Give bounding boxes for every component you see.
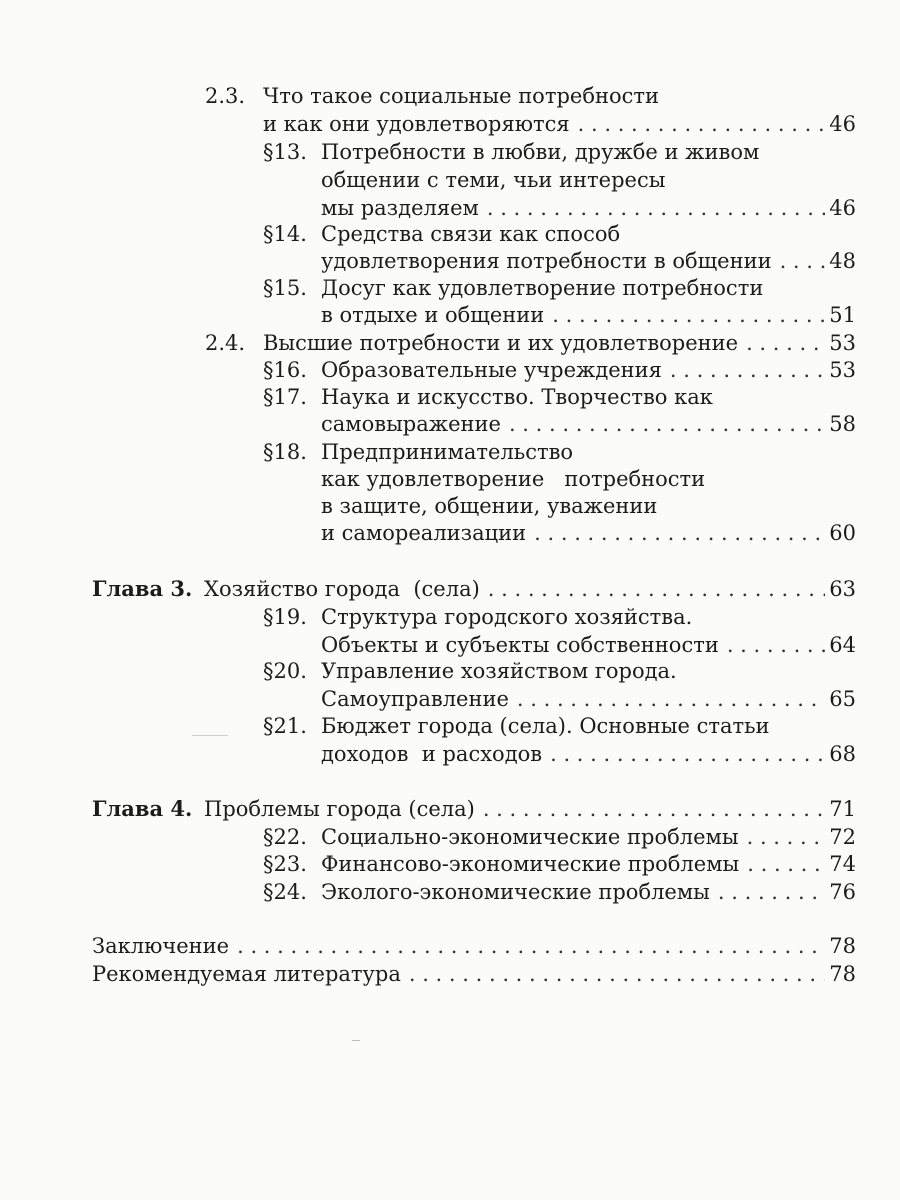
toc-entry-14-cont[interactable] — [321, 247, 856, 275]
paragraph-number: §22. — [263, 825, 307, 849]
toc-entry-13-cont[interactable] — [321, 194, 856, 222]
toc-entry-23[interactable] — [263, 850, 856, 878]
page-number: 51 — [829, 303, 856, 327]
page-number: 71 — [829, 797, 856, 821]
toc-entry-15-cont[interactable] — [321, 301, 856, 329]
page-number: 74 — [829, 852, 856, 876]
paragraph-number: §17. — [263, 385, 307, 409]
toc-entry-13[interactable] — [263, 138, 856, 166]
toc-entry-18-cont — [321, 492, 856, 520]
page-number: 78 — [829, 934, 856, 958]
toc-entry-19[interactable] — [263, 603, 856, 631]
toc-entry-22[interactable] — [263, 823, 856, 851]
page-number: 65 — [829, 687, 856, 711]
paragraph-number: §21. — [263, 714, 307, 738]
leader-dots — [237, 932, 825, 960]
entry-title: в защите, общении, уважении — [321, 494, 658, 518]
entry-title: в отдыхе и общении — [321, 303, 545, 327]
entry-title: как удовлетворение потребности — [321, 467, 706, 491]
leader-dots — [517, 685, 825, 713]
entry-title: Бюджет города (села). Основные статьи — [321, 714, 770, 738]
toc-entry-2-3[interactable] — [205, 82, 856, 110]
entry-title: Финансово-экономические проблемы — [321, 852, 740, 876]
toc-entry-2-3-cont[interactable] — [263, 110, 856, 138]
page-number: 72 — [829, 825, 856, 849]
toc-entry-21[interactable] — [263, 712, 856, 740]
leader-dots — [509, 410, 825, 438]
entry-title: Управление хозяйством города. — [321, 659, 677, 683]
entry-title: доходов и расходов — [321, 742, 543, 766]
entry-title: Предпринимательство — [321, 440, 574, 464]
scan-mark — [192, 735, 228, 736]
entry-title: мы разделяем — [321, 196, 479, 220]
page-number: 58 — [829, 412, 856, 436]
leader-dots — [670, 356, 825, 384]
toc-entry-18[interactable] — [263, 438, 856, 466]
page-number: 60 — [829, 521, 856, 545]
entry-title: Что такое социальные потребности — [263, 84, 659, 108]
paragraph-number: §24. — [263, 880, 307, 904]
page-number: 53 — [829, 331, 856, 355]
page-number: 64 — [829, 633, 856, 657]
toc-chapter-4[interactable] — [92, 795, 856, 823]
entry-title: Образовательные учреждения — [321, 358, 662, 382]
page-number: 46 — [829, 196, 856, 220]
entry-title: Эколого-экономические проблемы — [321, 880, 710, 904]
paragraph-number: §20. — [263, 659, 307, 683]
leader-dots — [552, 301, 825, 329]
leader-dots — [409, 960, 825, 988]
toc-chapter-3[interactable] — [92, 575, 856, 603]
entry-title: и самореализации — [321, 521, 527, 545]
entry-title: самовыражение — [321, 412, 501, 436]
page-number: 53 — [829, 358, 856, 382]
leader-dots — [487, 194, 825, 222]
toc-entry-20-cont[interactable] — [321, 685, 856, 713]
entry-title: Наука и искусство. Творчество как — [321, 385, 713, 409]
leader-dots — [718, 878, 825, 906]
toc-entry-18-cont[interactable] — [321, 519, 856, 547]
toc-entry-13-cont — [321, 166, 856, 194]
leader-dots — [727, 631, 825, 659]
entry-title: Рекомендуемая литература — [92, 962, 401, 986]
toc-entry-20[interactable] — [263, 657, 856, 685]
toc-entry-17[interactable] — [263, 383, 856, 411]
entry-title: Социально-экономические проблемы — [321, 825, 739, 849]
toc-literature[interactable] — [92, 960, 856, 988]
entry-title: общении с теми, чьи интересы — [321, 168, 666, 192]
paragraph-number: §14. — [263, 222, 307, 246]
toc-entry-17-cont[interactable] — [321, 410, 856, 438]
chapter-title: Хозяйство города (села) — [204, 577, 480, 601]
toc-entry-2-4[interactable] — [205, 329, 856, 357]
paragraph-number: §13. — [263, 140, 307, 164]
entry-title: Самоуправление — [321, 687, 509, 711]
scan-mark — [352, 1040, 360, 1041]
page-number: 76 — [829, 880, 856, 904]
section-number: 2.3. — [205, 84, 246, 108]
paragraph-number: §18. — [263, 440, 307, 464]
leader-dots — [483, 795, 825, 823]
entry-title: Средства связи как способ — [321, 222, 621, 246]
leader-dots — [578, 110, 826, 138]
page-number: 46 — [829, 112, 856, 136]
leader-dots — [747, 850, 825, 878]
entry-title: Досуг как удовлетворение потребности — [321, 276, 764, 300]
leader-dots — [747, 823, 826, 851]
leader-dots — [488, 575, 825, 603]
page-number: 78 — [829, 962, 856, 986]
paragraph-number: §23. — [263, 852, 307, 876]
toc-entry-15[interactable] — [263, 274, 856, 302]
entry-title: Потребности в любви, дружбе и живом — [321, 140, 760, 164]
entry-title: удовлетворения потребности в общении — [321, 249, 772, 273]
toc-entry-24[interactable] — [263, 878, 856, 906]
entry-title: Объекты и субъекты собственности — [321, 633, 719, 657]
entry-title: Структура городского хозяйства. — [321, 605, 693, 629]
chapter-number: Глава 4. — [92, 796, 193, 821]
page-number: 48 — [829, 249, 856, 273]
toc-entry-18-cont — [321, 465, 856, 493]
leader-dots — [534, 519, 825, 547]
entry-title: Высшие потребности и их удовлетворение — [263, 331, 739, 355]
toc-entry-19-cont[interactable] — [321, 631, 856, 659]
chapter-title: Проблемы города (села) — [204, 797, 475, 821]
paragraph-number: §15. — [263, 276, 307, 300]
toc-entry-21-cont[interactable] — [321, 740, 856, 768]
toc-entry-16[interactable] — [263, 356, 856, 384]
toc-conclusion[interactable] — [92, 932, 856, 960]
paragraph-number: §19. — [263, 605, 307, 629]
entry-title: Заключение — [92, 934, 230, 958]
leader-dots — [550, 740, 825, 768]
entry-title: и как они удовлетворяются — [263, 112, 570, 136]
paragraph-number: §16. — [263, 358, 307, 382]
page-number: 68 — [829, 742, 856, 766]
chapter-number: Глава 3. — [92, 576, 193, 601]
leader-dots — [780, 247, 826, 275]
section-number: 2.4. — [205, 331, 246, 355]
page-number: 63 — [829, 577, 856, 601]
toc-entry-14[interactable] — [263, 220, 856, 248]
leader-dots — [746, 329, 825, 357]
